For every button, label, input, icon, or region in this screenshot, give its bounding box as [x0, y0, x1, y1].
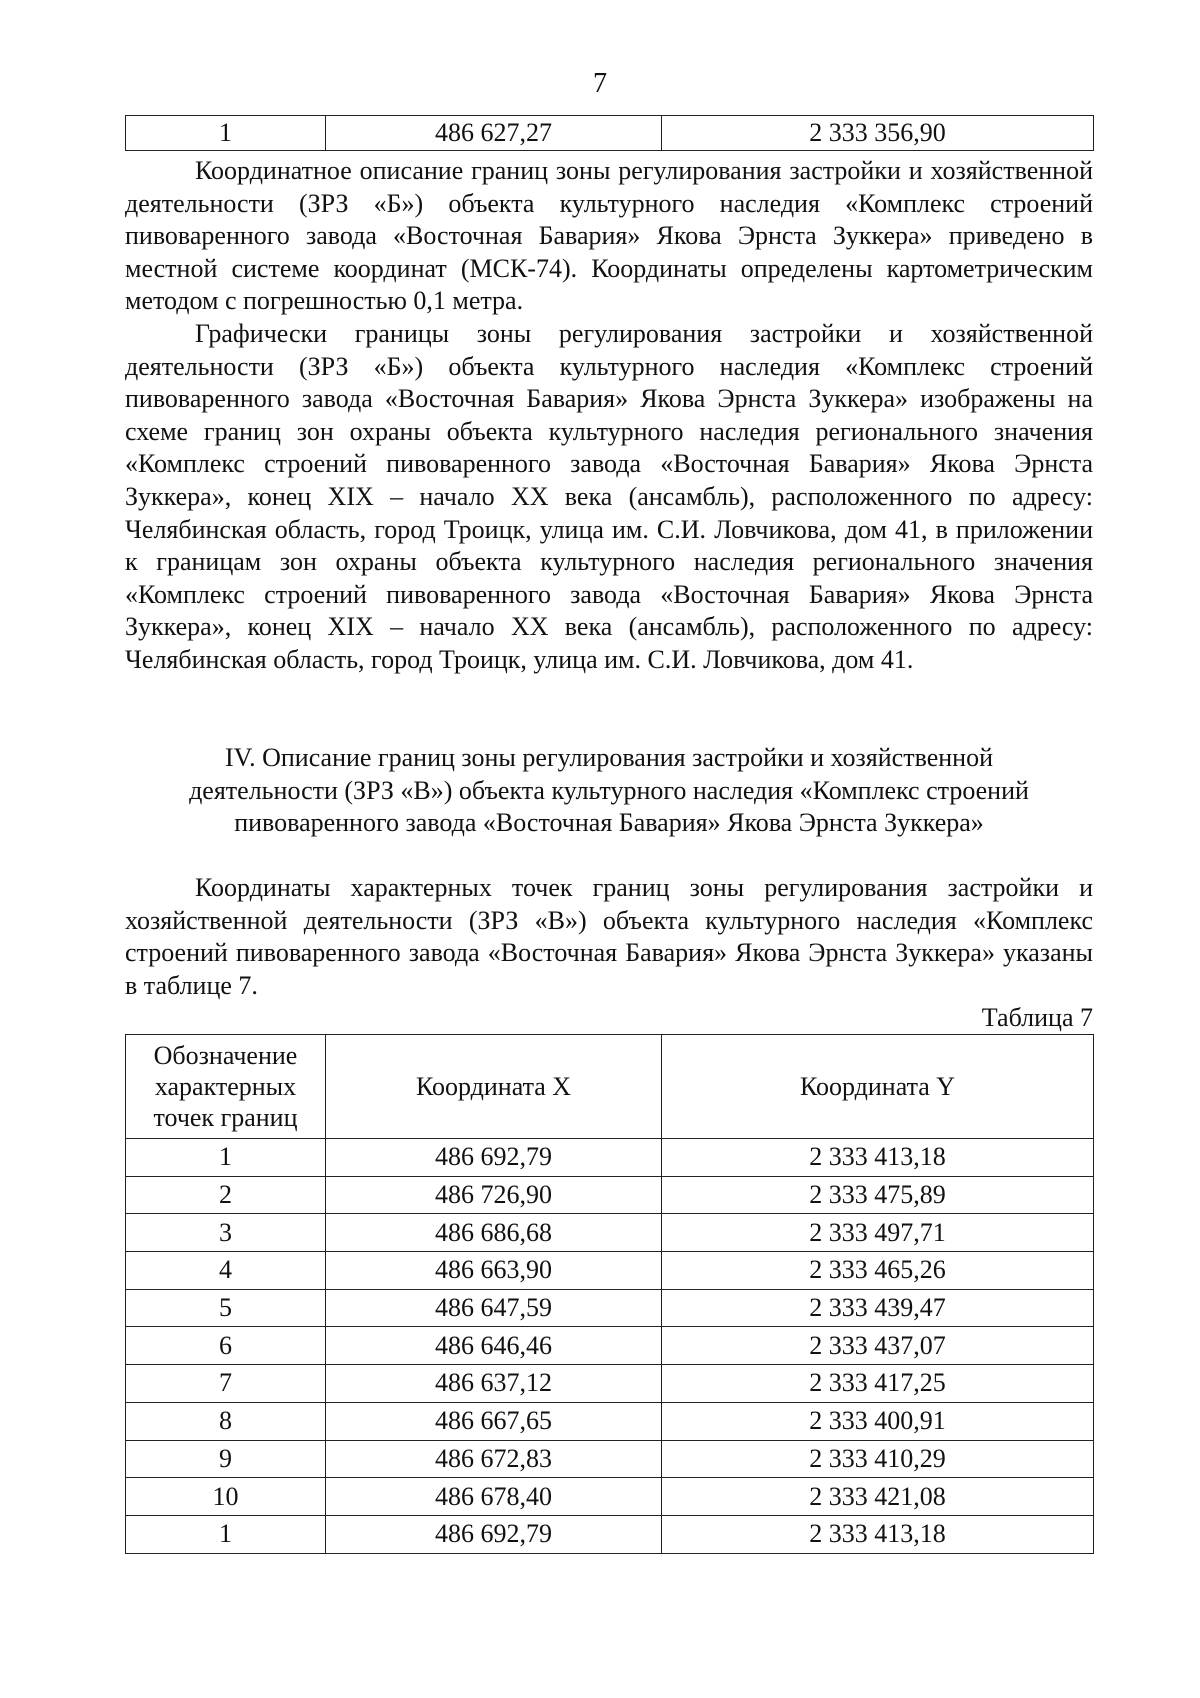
x-cell: 486 672,83 [326, 1440, 662, 1478]
paragraph-graphic-boundaries: Графически границы зоны регулирования застройки и хозяйственной деятельности (ЗРЗ «Б») объекта культурного наследия «Комплекс строений пивоваренного завода «Восточная Бавария» Якова Эрнста Зуккера» изображены на схеме границ зон охраны объекта культурного наследия регионального значения «Комплекс строений пивоваренного завода «Восточная Бавария» Якова Эрнста Зуккера», конец XIX – начало XX века (ансамбль), расположенного по адресу: Челябинская область, город Троицк, улица им. С.И. Ловчикова, дом 41, в приложении к границам зон охраны объекта культурного наследия регионального значения «Комплекс строений пивоваренного завода «Восточная Бавария» Якова Эрнста Зуккера», конец XIX – начало XX века (ансамбль), расположенного по адресу: Челябинская область, город Троицк, улица им. С.И. Ловчикова, дом 41. [125, 319, 1093, 674]
point-cell: 3 [126, 1214, 326, 1252]
table-row [126, 1139, 1094, 1177]
point-cell: 1 [126, 116, 326, 151]
point-cell: 5 [126, 1289, 326, 1327]
point-cell: 2 [126, 1176, 326, 1214]
point-cell: 1 [126, 1515, 326, 1553]
y-cell: 2 333 437,07 [662, 1327, 1094, 1365]
point-cell: 4 [126, 1252, 326, 1290]
x-cell: 486 678,40 [326, 1478, 662, 1516]
point-cell: 9 [126, 1440, 326, 1478]
coordinates-table [125, 1034, 1094, 1554]
paragraph-table-reference: Координаты характерных точек границ зоны регулирования застройки и хозяйственной деятельности (ЗРЗ «В») объекта культурного наследия «Комплекс строений пивоваренного завода «Восточная Бавария» Якова Эрнста Зуккера» указаны в таблице 7. [125, 873, 1093, 1000]
y-cell: 2 333 413,18 [662, 1515, 1094, 1553]
y-cell: 2 333 475,89 [662, 1176, 1094, 1214]
header-point-designation: Обозначение характерных точек границ [126, 1035, 326, 1139]
header-coordinate-y: Координата Y [662, 1035, 1094, 1139]
table-row [126, 1252, 1094, 1290]
y-cell: 2 333 400,91 [662, 1402, 1094, 1440]
point-cell: 10 [126, 1478, 326, 1516]
table-row [126, 1365, 1094, 1403]
section-heading [125, 742, 1093, 840]
page-number: 7 [593, 68, 607, 99]
x-cell: 486 647,59 [326, 1289, 662, 1327]
x-cell: 486 646,46 [326, 1327, 662, 1365]
heading-line: деятельности (ЗРЗ «В») объекта культурного наследия «Комплекс строений [189, 775, 1029, 805]
table-row [126, 1478, 1094, 1516]
heading-line: пивоваренного завода «Восточная Бавария» Якова Эрнста Зуккера» [234, 808, 984, 838]
point-cell: 6 [126, 1327, 326, 1365]
table-row [126, 1176, 1094, 1214]
point-cell: 7 [126, 1365, 326, 1403]
paragraph-coordinate-description: Координатное описание границ зоны регулирования застройки и хозяйственной деятельности (ЗРЗ «Б») объекта культурного наследия «Комплекс строений пивоваренного завода «Восточная Бавария» Якова Эрнста Зуккера» приведено в местной системе координат (МСК-74). Координаты определены картометрическим методом с погрешностью 0,1 метра. [125, 156, 1093, 316]
point-cell: 8 [126, 1402, 326, 1440]
y-cell: 2 333 410,29 [662, 1440, 1094, 1478]
y-cell: 2 333 497,71 [662, 1214, 1094, 1252]
x-cell: 486 667,65 [326, 1402, 662, 1440]
header-coordinate-x: Координата X [326, 1035, 662, 1139]
x-cell: 486 663,90 [326, 1252, 662, 1290]
x-cell: 486 686,68 [326, 1214, 662, 1252]
table-row [126, 1289, 1094, 1327]
y-cell: 2 333 421,08 [662, 1478, 1094, 1516]
x-cell: 486 627,27 [326, 116, 662, 151]
y-cell: 2 333 417,25 [662, 1365, 1094, 1403]
y-cell: 2 333 356,90 [662, 116, 1094, 151]
y-cell: 2 333 413,18 [662, 1139, 1094, 1177]
table-row [126, 1440, 1094, 1478]
table-caption: Таблица 7 [981, 1003, 1093, 1032]
y-cell: 2 333 465,26 [662, 1252, 1094, 1290]
y-cell: 2 333 439,47 [662, 1289, 1094, 1327]
x-cell: 486 637,12 [326, 1365, 662, 1403]
x-cell: 486 692,79 [326, 1515, 662, 1553]
table-header-row [126, 1035, 1094, 1139]
point-cell: 1 [126, 1139, 326, 1177]
heading-line: IV. Описание границ зоны регулирования застройки и хозяйственной [225, 743, 993, 772]
table-row [126, 1327, 1094, 1365]
table-row [126, 1402, 1094, 1440]
table-row [126, 116, 1094, 151]
table-row [126, 1214, 1094, 1252]
continued-coordinates-table [125, 115, 1094, 151]
x-cell: 486 726,90 [326, 1176, 662, 1214]
x-cell: 486 692,79 [326, 1139, 662, 1177]
table-row [126, 1515, 1094, 1553]
